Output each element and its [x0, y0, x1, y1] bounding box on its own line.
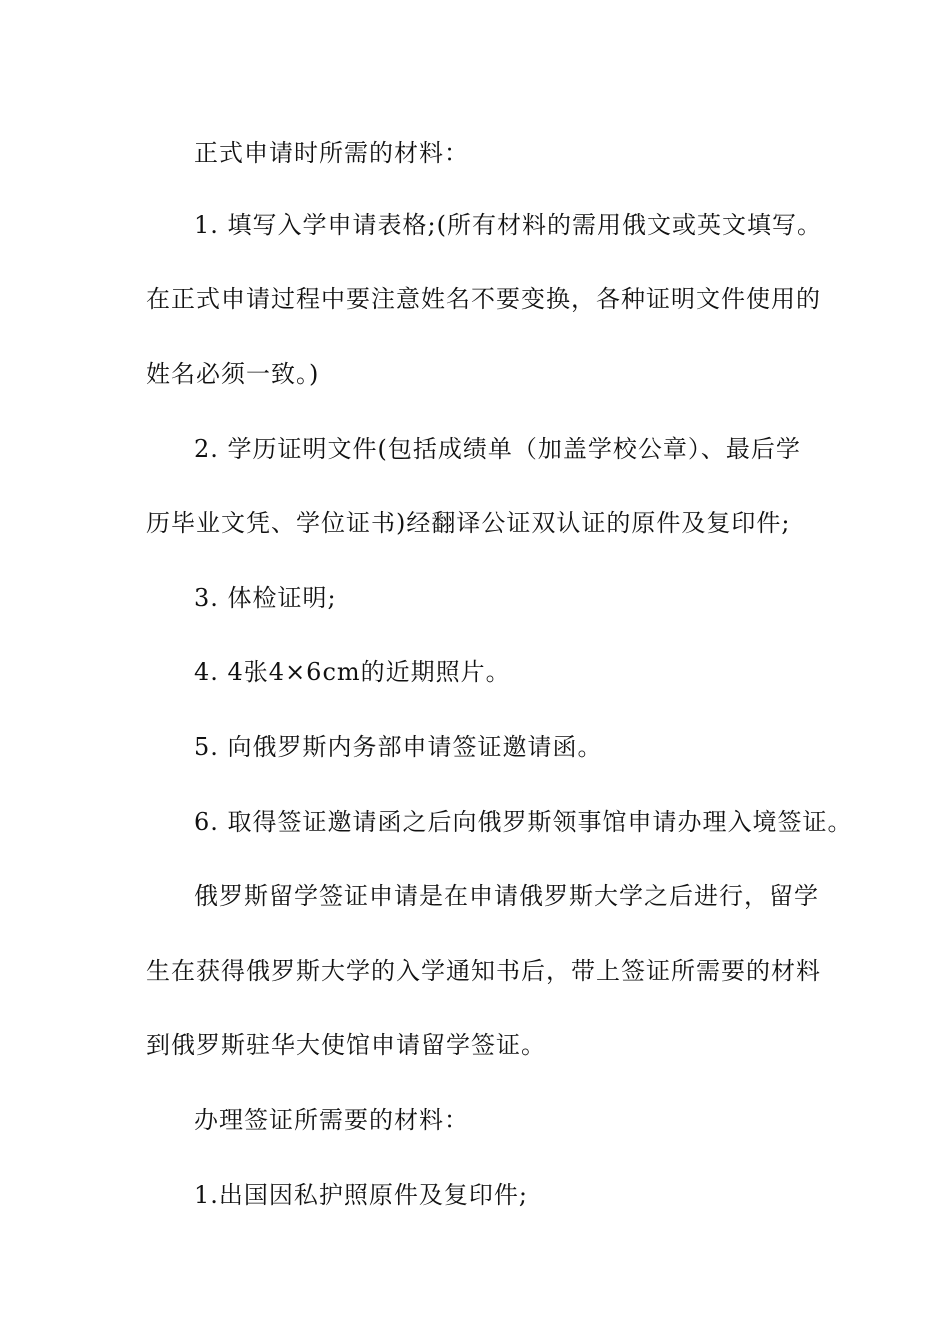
list-item-3: 3. 体检证明; — [194, 584, 337, 612]
list-item-1-line-2: 在正式申请过程中要注意姓名不要变换，各种证明文件使用的 — [146, 285, 821, 313]
list-item-6: 6. 取得签证邀请函之后向俄罗斯领事馆申请办理入境签证。 — [194, 808, 853, 836]
paragraph-visa-line-2: 生在获得俄罗斯大学的入学通知书后，带上签证所需要的材料 — [146, 957, 821, 985]
list-item-5: 5. 向俄罗斯内务部申请签证邀请函。 — [194, 733, 603, 761]
list-item-4: 4. 4张4×6cm的近期照片。 — [194, 658, 511, 686]
list-item-1-line-3: 姓名必须一致。) — [146, 360, 320, 388]
paragraph-visa-line-3: 到俄罗斯驻华大使馆申请留学签证。 — [146, 1031, 546, 1059]
list-item-2-line-2: 历毕业文凭、学位证书)经翻译公证双认证的原件及复印件; — [146, 509, 791, 537]
section-heading-visa-materials: 办理签证所需要的材料： — [194, 1106, 469, 1134]
paragraph-visa-line-1: 俄罗斯留学签证申请是在申请俄罗斯大学之后进行，留学 — [194, 882, 819, 910]
list-item-2-line-1: 2. 学历证明文件(包括成绩单（加盖学校公章）、最后学 — [194, 435, 801, 463]
list-item-1-line-1: 1. 填写入学申请表格;(所有材料的需用俄文或英文填写。 — [194, 211, 822, 239]
section-heading-application-materials: 正式申请时所需的材料： — [194, 139, 469, 167]
visa-list-item-1: 1.出国因私护照原件及复印件; — [194, 1181, 528, 1209]
